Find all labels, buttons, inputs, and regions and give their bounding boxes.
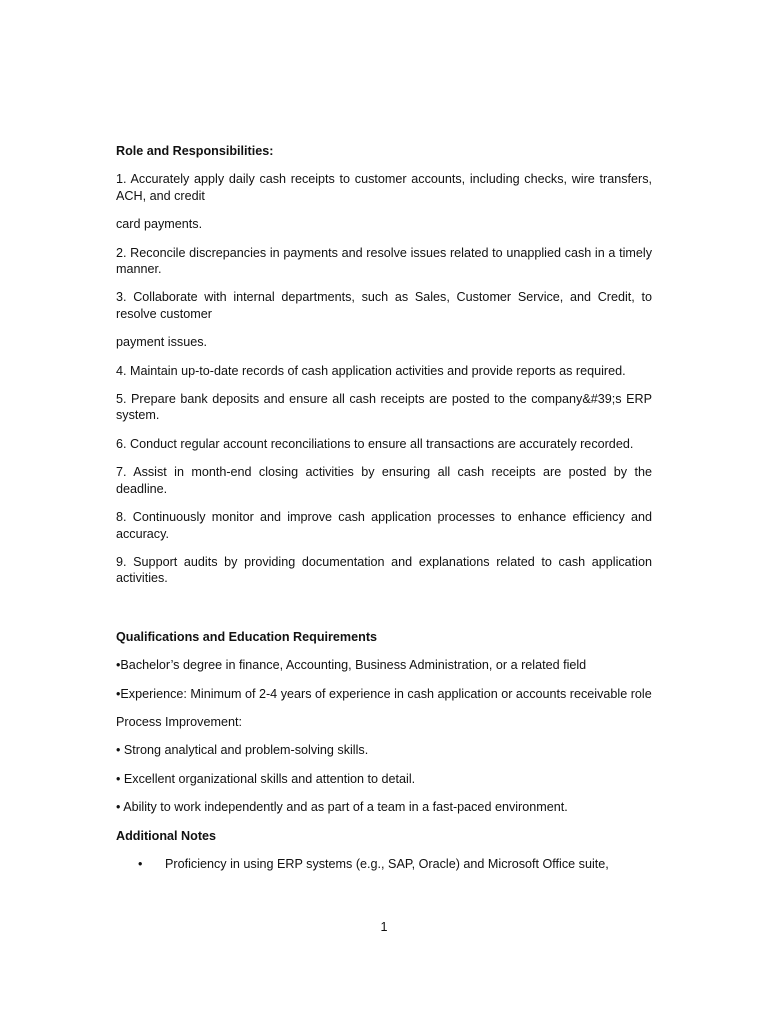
section-spacer [116, 599, 652, 629]
qualification-degree: •Bachelor’s degree in finance, Accounting, Business Administration, or a related field [116, 658, 587, 673]
document-body [116, 143, 652, 884]
role-item-5: 5. Prepare bank deposits and ensure all cash receipts are posted to the company&#39;s ERP system. [116, 392, 652, 423]
notes-heading: Additional Notes [116, 828, 217, 843]
role-item-7: 7. Assist in month-end closing activities by ensuring all cash receipts are posted by the deadline. [116, 465, 652, 496]
page-number: 1 [380, 920, 388, 934]
role-item-1-continuation: card payments. [116, 217, 203, 232]
role-item-2: 2. Reconcile discrepancies in payments and resolve issues related to unapplied cash in a timely manner. [116, 245, 652, 277]
note-item-text: Proficiency in using ERP systems (e.g., SAP, Oracle) and Microsoft Office suite, [165, 856, 609, 871]
skill-independent: • Ability to work independently and as part of a team in a fast-paced environment. [116, 800, 568, 815]
role-item-3-continuation: payment issues. [116, 335, 207, 350]
skill-organizational: • Excellent organizational skills and attention to detail. [116, 771, 416, 786]
qualification-experience: •Experience: Minimum of 2-4 years of experience in cash application or accounts receivable role [116, 686, 652, 701]
skill-analytical: • Strong analytical and problem-solving skills. [116, 743, 369, 758]
role-item-3: 3. Collaborate with internal departments, such as Sales, Customer Service, and Credit, to resolve customer [116, 290, 652, 321]
role-item-6: 6. Conduct regular account reconciliations to ensure all transactions are accurately recorded. [116, 436, 634, 451]
role-item-4: 4. Maintain up-to-date records of cash application activities and provide reports as required. [116, 363, 626, 378]
role-item-9: 9. Support audits by providing documentation and explanations related to cash application activities. [116, 554, 652, 586]
process-improvement-label: Process Improvement: [116, 714, 242, 729]
role-item-8: 8. Continuously monitor and improve cash application processes to enhance efficiency and accuracy. [116, 510, 652, 541]
roles-heading: Role and Responsibilities: [116, 144, 274, 158]
note-item-erp [116, 856, 652, 872]
role-item-1: 1. Accurately apply daily cash receipts to customer accounts, including checks, wire transfers, ACH, and credit [116, 172, 652, 203]
bullet-icon: • [138, 856, 143, 871]
qualifications-heading: Qualifications and Education Requirements [116, 629, 378, 644]
